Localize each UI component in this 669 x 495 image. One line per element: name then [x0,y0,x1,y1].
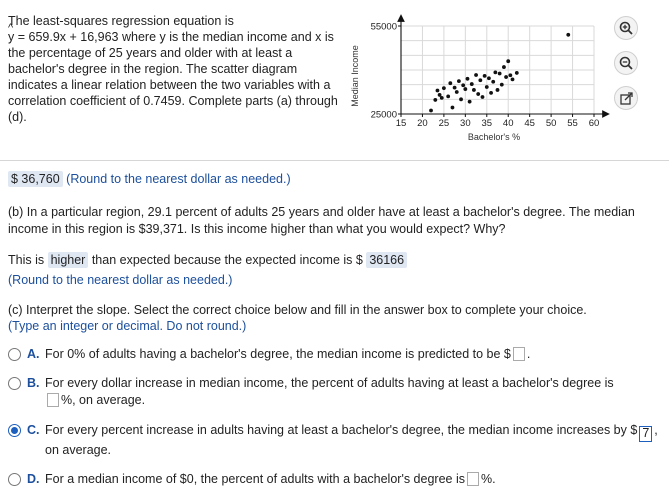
choice-c-text [45,422,664,459]
choice-c-answer-box[interactable]: 7 [639,426,652,442]
zoom-out-icon [619,56,633,70]
data-point [487,76,491,80]
choice-d-letter: D. [27,472,40,486]
data-point [433,98,437,102]
choice-d-radio[interactable] [8,473,21,486]
choice-c-letter: C. [27,423,40,437]
choice-b[interactable] [8,375,664,409]
data-point [463,87,467,91]
choice-d-text [45,471,664,488]
part-b-answer-row [8,252,407,269]
data-point [459,97,463,101]
y-tick-label: 55000 [370,21,397,33]
choice-a-pre: For 0% of adults having a bachelor's degree, the median income is predicted to be $ [45,347,511,361]
data-point [481,95,485,99]
choice-a-answer-box[interactable] [513,347,525,361]
data-point [493,70,497,74]
section-divider [0,160,669,161]
y-tick-label: 25000 [370,109,397,121]
choice-b-pre: For every dollar increase in median income, the percent of adults having at least a bachelor's degree is [45,376,614,390]
chart-tools [614,16,640,121]
data-point [511,77,515,81]
data-point [515,71,519,75]
data-point [504,75,508,79]
popout-button[interactable] [614,86,638,110]
choice-b-answer-box[interactable] [47,393,59,407]
choice-c[interactable] [8,422,664,459]
choice-d-answer-box[interactable] [467,472,479,486]
choice-d-pre: For a median income of $0, the percent of adults with a bachelor's degree is [45,472,465,486]
data-point [476,92,480,96]
part-b-answer-word[interactable]: higher [48,252,89,268]
intro-equation-rest: = 659.9x + 16,963 where y is the median income and x is the percentage of 25 years and older with at least a bachelor's degree in the region. The scatter diagram indicates a linear relation between the two variables with a correlation coefficient of 0.7459. Complete parts (a) through (d). [8,30,338,124]
x-tick-label: 55 [567,118,578,129]
x-tick-label: 15 [395,118,407,129]
data-point [478,78,482,82]
data-point [474,73,478,77]
choice-c-pre: For every percent increase in adults having at least a bachelor's degree, the median income increases by $ [45,423,638,437]
intro-line1: The least-squares regression equation is [8,14,234,28]
data-point [446,95,450,99]
choice-a-radio[interactable] [8,348,21,361]
x-tick-label: 50 [545,118,557,129]
data-point [451,106,455,110]
data-point [429,109,433,113]
choice-c-radio-selected[interactable] [8,424,21,437]
data-point [470,82,474,86]
part-a-answer-value[interactable]: $ 36,760 [8,171,63,187]
part-a-round-note: (Round to the nearest dollar as needed.) [66,172,291,186]
popout-icon [620,92,633,105]
y-axis-label: Median Income [350,45,360,107]
part-b-ans-mid: than expected because the expected income is $ [88,253,367,267]
data-point [483,74,487,78]
scatter-diagram [344,10,612,150]
data-point [453,86,457,90]
data-point [468,100,472,104]
choice-a-post: . [526,347,531,361]
choice-a-letter: A. [27,347,40,361]
choice-a-text [45,346,664,363]
data-point [436,89,440,93]
choice-b-radio[interactable] [8,377,21,390]
part-c-type-note: (Type an integer or decimal. Do not round.) [8,319,247,333]
data-point [457,79,461,83]
data-point [455,90,459,94]
zoom-in-icon [619,21,633,35]
x-tick-label: 60 [588,118,600,129]
data-point [566,33,570,37]
data-point [442,86,446,90]
x-tick-label: 40 [502,118,514,129]
data-point [502,65,506,69]
choice-a[interactable] [8,346,664,363]
part-b-ans-pre: This is [8,253,48,267]
part-a-answer-row [8,171,291,188]
data-point [448,81,452,85]
data-point [485,85,489,89]
data-point [496,88,500,92]
x-tick-label: 20 [417,118,428,129]
x-tick-label: 45 [524,118,535,129]
zoom-in-button[interactable] [614,16,638,40]
problem-statement [8,13,340,125]
choice-b-letter: B. [27,376,40,390]
data-point [466,77,470,81]
x-tick-label: 25 [438,118,450,129]
choice-b-post: %, on average. [61,393,146,407]
data-point [508,73,512,77]
choice-d[interactable] [8,471,664,488]
data-point [500,83,504,87]
data-point [461,83,465,87]
x-axis-label: Bachelor's % [467,132,521,142]
data-point [472,88,476,92]
data-point [506,59,510,63]
choice-c-post: , on average. [45,423,658,457]
scatter-plot-svg [344,10,612,150]
zoom-out-button[interactable] [614,51,638,75]
data-point [498,72,502,76]
choice-b-text [45,375,664,409]
part-c-question: (c) Interpret the slope. Select the correct choice below and fill in the answer box to complete your choice. [8,303,587,317]
intro-equation [8,29,340,125]
x-tick-label: 35 [481,118,493,129]
part-b-round-note: (Round to the nearest dollar as needed.) [8,273,233,287]
choice-d-post: %. [480,472,496,486]
data-point [440,96,444,100]
data-point [491,80,495,84]
part-b-question: (b) In a particular region, 29.1 percent of adults 25 years and older have at least a bachelor's degree. The median income in this region is $39,371. Is this income higher than what you would expect? Why? [8,205,635,236]
x-tick-label: 30 [460,118,471,129]
y-hat-variable: ^ y [8,29,14,45]
part-b-answer-value[interactable]: 36166 [366,252,407,268]
data-point [489,91,493,95]
